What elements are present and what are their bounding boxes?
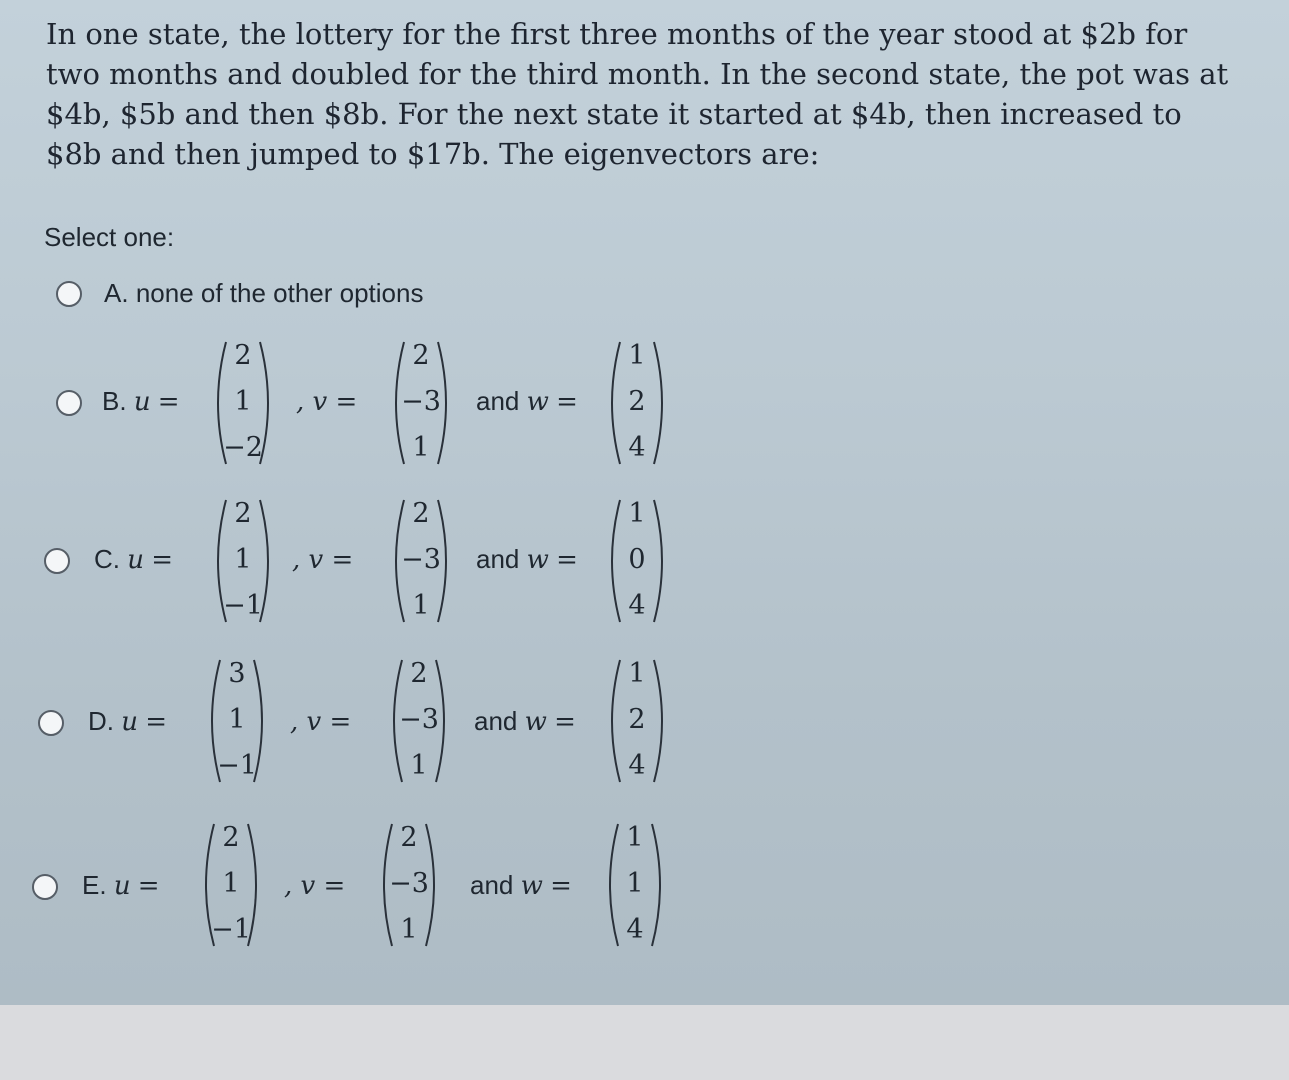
and-text: and [474,706,518,736]
option-c-letter: C. [94,544,120,574]
equals-sign: = [151,545,174,575]
vector-entry: 2 [400,822,418,853]
option-e[interactable] [0,818,760,958]
u-symbol: u [133,387,151,417]
u-symbol: u [127,545,144,575]
vector-entry: 1 [626,822,644,853]
radio-button-a[interactable] [56,281,82,307]
vector-entry: 4 [626,914,644,945]
equals-sign: = [157,387,180,417]
vector-entry: 2 [412,498,430,529]
vector-entry: 1 [410,750,428,781]
vector-entry: −3 [401,544,441,575]
vector-entry: −1 [211,914,251,945]
vector-u [208,496,278,626]
equals-sign: = [554,707,576,737]
u-symbol: u [121,707,138,737]
comma-v-equals: , v = [290,707,352,737]
vector-entry: −1 [223,590,263,621]
radio-button-b[interactable] [56,390,82,416]
vector-entry: 1 [400,914,418,945]
vector-entry: 1 [222,868,240,899]
vector-entry: 1 [234,386,252,417]
comma-v-equals: , v = [292,545,354,575]
option-b-letter: B. [102,386,127,416]
equals-sign: = [550,871,572,901]
vector-entry: 4 [628,590,646,621]
vector-entry: 2 [628,386,646,417]
page-footer-area [0,1005,1289,1080]
w-symbol: w [526,387,549,417]
vector-entry: 2 [628,704,646,735]
radio-button-e[interactable] [32,874,58,900]
vector-entry: −3 [389,868,429,899]
vector-entry: 4 [628,750,646,781]
vector-v [374,820,444,950]
vector-entry: 1 [628,498,646,529]
vector-entry: 1 [628,340,646,371]
option-d[interactable] [0,654,760,794]
select-one-label: Select one: [44,222,175,252]
vector-v [384,656,454,786]
and-text: and [470,870,514,900]
vector-entry: 1 [234,544,252,575]
vector-entry: 2 [234,498,252,529]
vector-entry: −3 [401,386,441,417]
vector-entry: −2 [223,432,263,463]
vector-v [386,338,456,468]
vector-entry: 1 [626,868,644,899]
vector-u [208,338,278,468]
vector-v [386,496,456,626]
comma-v-equals: , v = [296,387,358,417]
vector-entry: 2 [234,340,252,371]
option-b[interactable] [0,336,760,476]
w-symbol: w [520,871,543,901]
equals-sign: = [556,387,578,417]
option-c[interactable] [0,494,760,634]
vector-entry: 0 [628,544,646,575]
vector-w [602,338,672,468]
question-text: In one state, the lottery for the first three months of the year stood at $2b for two months and doubled for the third month. In the second state, the pot was at $4b, $5b and then $8b. For the next state it started at $4b, then increased to $8b and then jumped to $17b. The eigenvectors are: [46,17,1229,171]
vector-entry: 2 [222,822,240,853]
w-symbol: w [524,707,547,737]
u-symbol: u [113,871,131,901]
radio-button-d[interactable] [38,710,64,736]
vector-entry: 1 [412,590,430,621]
vector-entry: 1 [628,658,646,689]
vector-w [602,496,672,626]
option-a-text: none of the other options [135,278,424,308]
vector-u [202,656,272,786]
option-e-letter: E. [82,870,107,900]
radio-button-c[interactable] [44,548,70,574]
vector-w [602,656,672,786]
vector-entry: 3 [228,658,246,689]
comma-v-equals: , v = [284,871,346,901]
equals-sign: = [145,707,168,737]
vector-u [196,820,266,950]
option-a-letter: A. [104,278,129,308]
vector-entry: 2 [410,658,428,689]
and-text: and [476,544,520,574]
equals-sign: = [137,871,160,901]
vector-entry: 4 [628,432,646,463]
vector-entry: 1 [228,704,246,735]
vector-entry: 1 [412,432,430,463]
vector-entry: 2 [412,340,430,371]
option-a[interactable] [0,270,760,320]
vector-w [600,820,670,950]
equals-sign: = [556,545,578,575]
and-text: and [476,386,520,416]
vector-entry: −3 [399,704,439,735]
vector-entry: −1 [217,750,257,781]
w-symbol: w [526,545,549,575]
option-d-letter: D. [88,706,114,736]
